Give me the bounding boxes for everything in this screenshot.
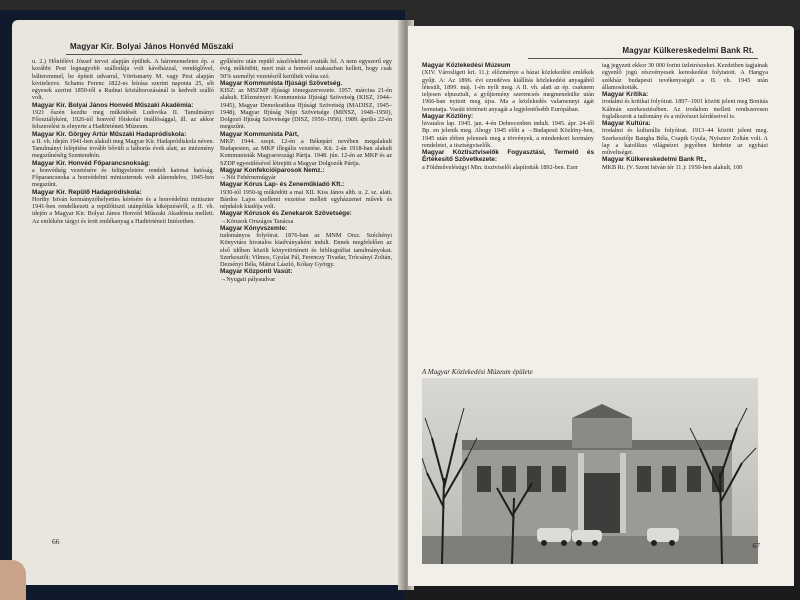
entry-heading: Magyar Kommunista Párt, [220,130,299,138]
right-page [408,26,794,586]
entry-heading: Magyar Kórusok és Zenekarok Szövetsége: [220,210,352,218]
entry-text: tudományos folyóirat. 1876-ban az MNM Orsz. Széchényi Könyvtára hivatalos kiadványaként indult. Ennek megfelelően az első időben közölt könyvtörténeti és bibliográfiai tanulmányokat. Szerkesztői: Vilmos, Gyulai Pál, Ferenczy Tivadar, Trócsányi Zoltán, Dezsényi Béla, Mátrai László, Kókay György. [220,232,392,268]
entry-heading: Magyar Kritika: [602,91,649,98]
entry-text: 1921 őszén kezdte meg működését Ludovika II. Tanulmányi Főosztályként, 1926-tól honvéd főiskolai önállósággal, ill. az akkor felszerelést is elnyerte a Hadtörténeti Múzeum. [32,108,214,131]
left-page [12,20,400,585]
entry-heading: Magyar Központi Vasút: [220,268,293,276]
entry-heading: Magyar Közlekedési Múzeum [422,62,511,69]
right-head-rule [528,58,758,59]
entry-heading: Magyar Kommunista Ifjúsági Szövetség. [220,79,343,87]
entry-heading: Magyar Kir. Görgey Artúr Műszaki Hadapródiskola: [32,130,187,138]
entry-heading: Magyar Köztisztviselők Fogyasztási, Termelő és Értékesítő Szövetkezete: [422,149,594,164]
entry-heading: Magyar Külkereskedelmi Bank Rt., [602,156,707,164]
entry-heading: Magyar Közlöny: [422,112,474,120]
entry-text: irodalmi és kulturális folyóirat. 1913–44 között jelent meg. Szerkesztője Bangha Béla, Csapik Gyula, Nyisztor Zoltán volt. A lap a katolikus világnézet jegyében hirdette az egyházi műveltséget. [602,127,768,156]
entry-text: a II. vh. idején 1941-ben alakult meg Magyar Kir. Hadapródiskola néven. Tanulmányi felépítése tovább bővült a háborús évek alatt, az intézmény megszűnéséig Szentendrén. [32,137,214,160]
entry-text: →Nyugati pályaudvar [220,275,276,283]
right-column-2 [602,62,768,362]
entry-text: irodalmi és kritikai folyóirat. 1897–1901 között jelent meg Bonitás Kálmán szerkesztésében. Az irodalom mellett rendszeresen foglalkozott a tudomány és a művészet kérdéseivel is. [602,98,768,120]
entry-text: a honvédség vezetésére és felügyeletére rendelt katonai hatóság. Főparancsnoka a honvédelmi miniszternek volt alárendelve, 1945-ben megszűnt. [32,166,214,189]
entry-text: →Kórusok Országos Tanácsa [220,217,294,225]
entry-text: →Női Fehérneműgyár [220,174,276,181]
entry-text: (XIV. Városligeti krt. 11.): előzménye a bázai közlekedési emlékek gyűjt. A: Az 1896. évi ezredéves kiállítás közlekedési anyagából létesült, 1899. máj. 1-én nyílt meg. A II. vh. alatt az ép. csaknem teljesen elpusztult, a gyűjtemény szerencsés megmenekülte után 1966-ban nyitott meg újra. Ma a közlekedés valamennyi ágát bemutatja. Vasúti történeti anyagát a legjelentősebb Európában. [422,69,594,113]
left-page-number: 66 [52,537,60,546]
entry-heading: Magyar Konfekcióiparosok Nemz.: [220,166,325,174]
entry-heading: Magyar Kir. Repülő Hadapródiskola: [32,188,142,196]
right-page-number: 67 [752,541,760,550]
entry-text: KISZ: az MSZMP ifjúsági tömegszervezete. 1957. március 21-én alakult. Előzményei: Kommunista Ifjúsági Szövetség (KISZ, 1944–1945), Magyar Demokratikus Ifjúsági Szövetség (MADISZ, 1945–1948), Magyar Ifjúság Népi Szövetsége (MINSZ, 1948–1950), Dolgozó Ifjúság Szövetsége (DISZ, 1950–1956). 1989. április 22-én megszűnt. [220,87,392,131]
left-column-2 [220,58,392,558]
entry-text: u. 2.) Hőnfélévi József tervei alapján épültek. A háromemeletes ép. a korábbi Pest legnagyobb szállodája volt kávéházzal, vendéglővel, bálteremmel, be épített udvarral, Vörösmarty M. vagy Pest alapján kivitelezve. Schams Ferenc 1822-es leírása szerint naponta 25, sőt egyesek szerint 1850-től a Rudnai köztáborozásánál is kedvelt szálló volt. [32,58,214,102]
right-column-1 [422,62,594,362]
photo-caption: A Magyar Közlekedési Múzeum épülete [422,368,533,376]
entry-heading: Magyar Kultúra: [602,120,651,127]
entry-text: MKB Rt. (V. Szent István tér 11.): 1950-ben alakult, 100 [602,163,743,171]
entry-text: hivatalos lap. 1945. jan. 4-én Debrecenben indult. 1945. ápr. 24-től Bp. en jelenik meg. Ahogy 1945 előtt a →Budapesti Közlöny-ben, 1945 után ebben jelennek meg a törvények, a mindenkori kormány rendeletei, a tisztségviselők. [422,120,594,149]
entry-heading: Magyar Könyvszemle: [220,224,288,232]
left-head-rule [66,54,302,55]
entry-text: a Földművelésügyi Min. tisztviselői alapították 1892-ben. Ezer [422,163,579,171]
entry-text: gyűlésére után repülő zászlóskönet avatták fel. A nem egyszerű egy évig működött, mert mát a honvéd szakaszban kellett, hogy csak 50% személyi vezetésről kerültek volna szó. [220,58,392,80]
entry-text: MKP: 1944. szept. 12-én a Békepárt nevében megalakult Budapesten, az MKP illegális vezetése. Kü. 2-án 1918-ban alakult Kommunisták Magyarországi Pártja. 1948. jún. 12-én az MKP és az SZDP egyesülésével létrejött a Magyar Dolgozók Pártja. [220,137,392,167]
left-running-head: Magyar Kir. Bolyai János Honvéd Műszaki [70,42,234,51]
thumb [0,560,26,600]
museum-photo [422,378,758,564]
left-column-1 [32,58,214,558]
entry-heading: Magyar Kir. Bolyai János Honvéd Műszaki Akadémia: [32,101,194,109]
entry-heading: Magyar Kórus Lap- és Zeneműkiadó Kft.: [220,181,345,189]
entry-text: tag jegyzett ekkor 30 000 forint üzletrészeket. Kezdetben tagjainak egyenlő jogú részvényesek kereskedést folytatott. A Hangya székház budapesti tevékenységét a II. vh. 1945 után államosították. [602,62,768,91]
right-running-head: Magyar Külkereskedelmi Bank Rt. [622,46,754,55]
entry-text: 1930-tól 1950-ig működött a mai XII. Kiss János altb. u. 2. sz. alatt. Bárdos Lajos szellemi vezetése mellett egyházzenei művek és népdalok kiadója volt. [220,188,392,210]
entry-text: Horthy István kormányzóhelyettes kérésére és a honvédelmi miniszter 1941-ben rendelkezett a repülőtiszti utánpótlás kiképzéséről, a II. vh. idején a Magyar Kir. Bolyai János Honvéd Műszaki Akadémia mellett. Az emlékére tárgyi és írott emlékanyag a Hadtörténeti Intézetben. [32,195,214,225]
entry-heading: Magyar Kir. Honvéd Főparancsnokság: [32,159,151,167]
